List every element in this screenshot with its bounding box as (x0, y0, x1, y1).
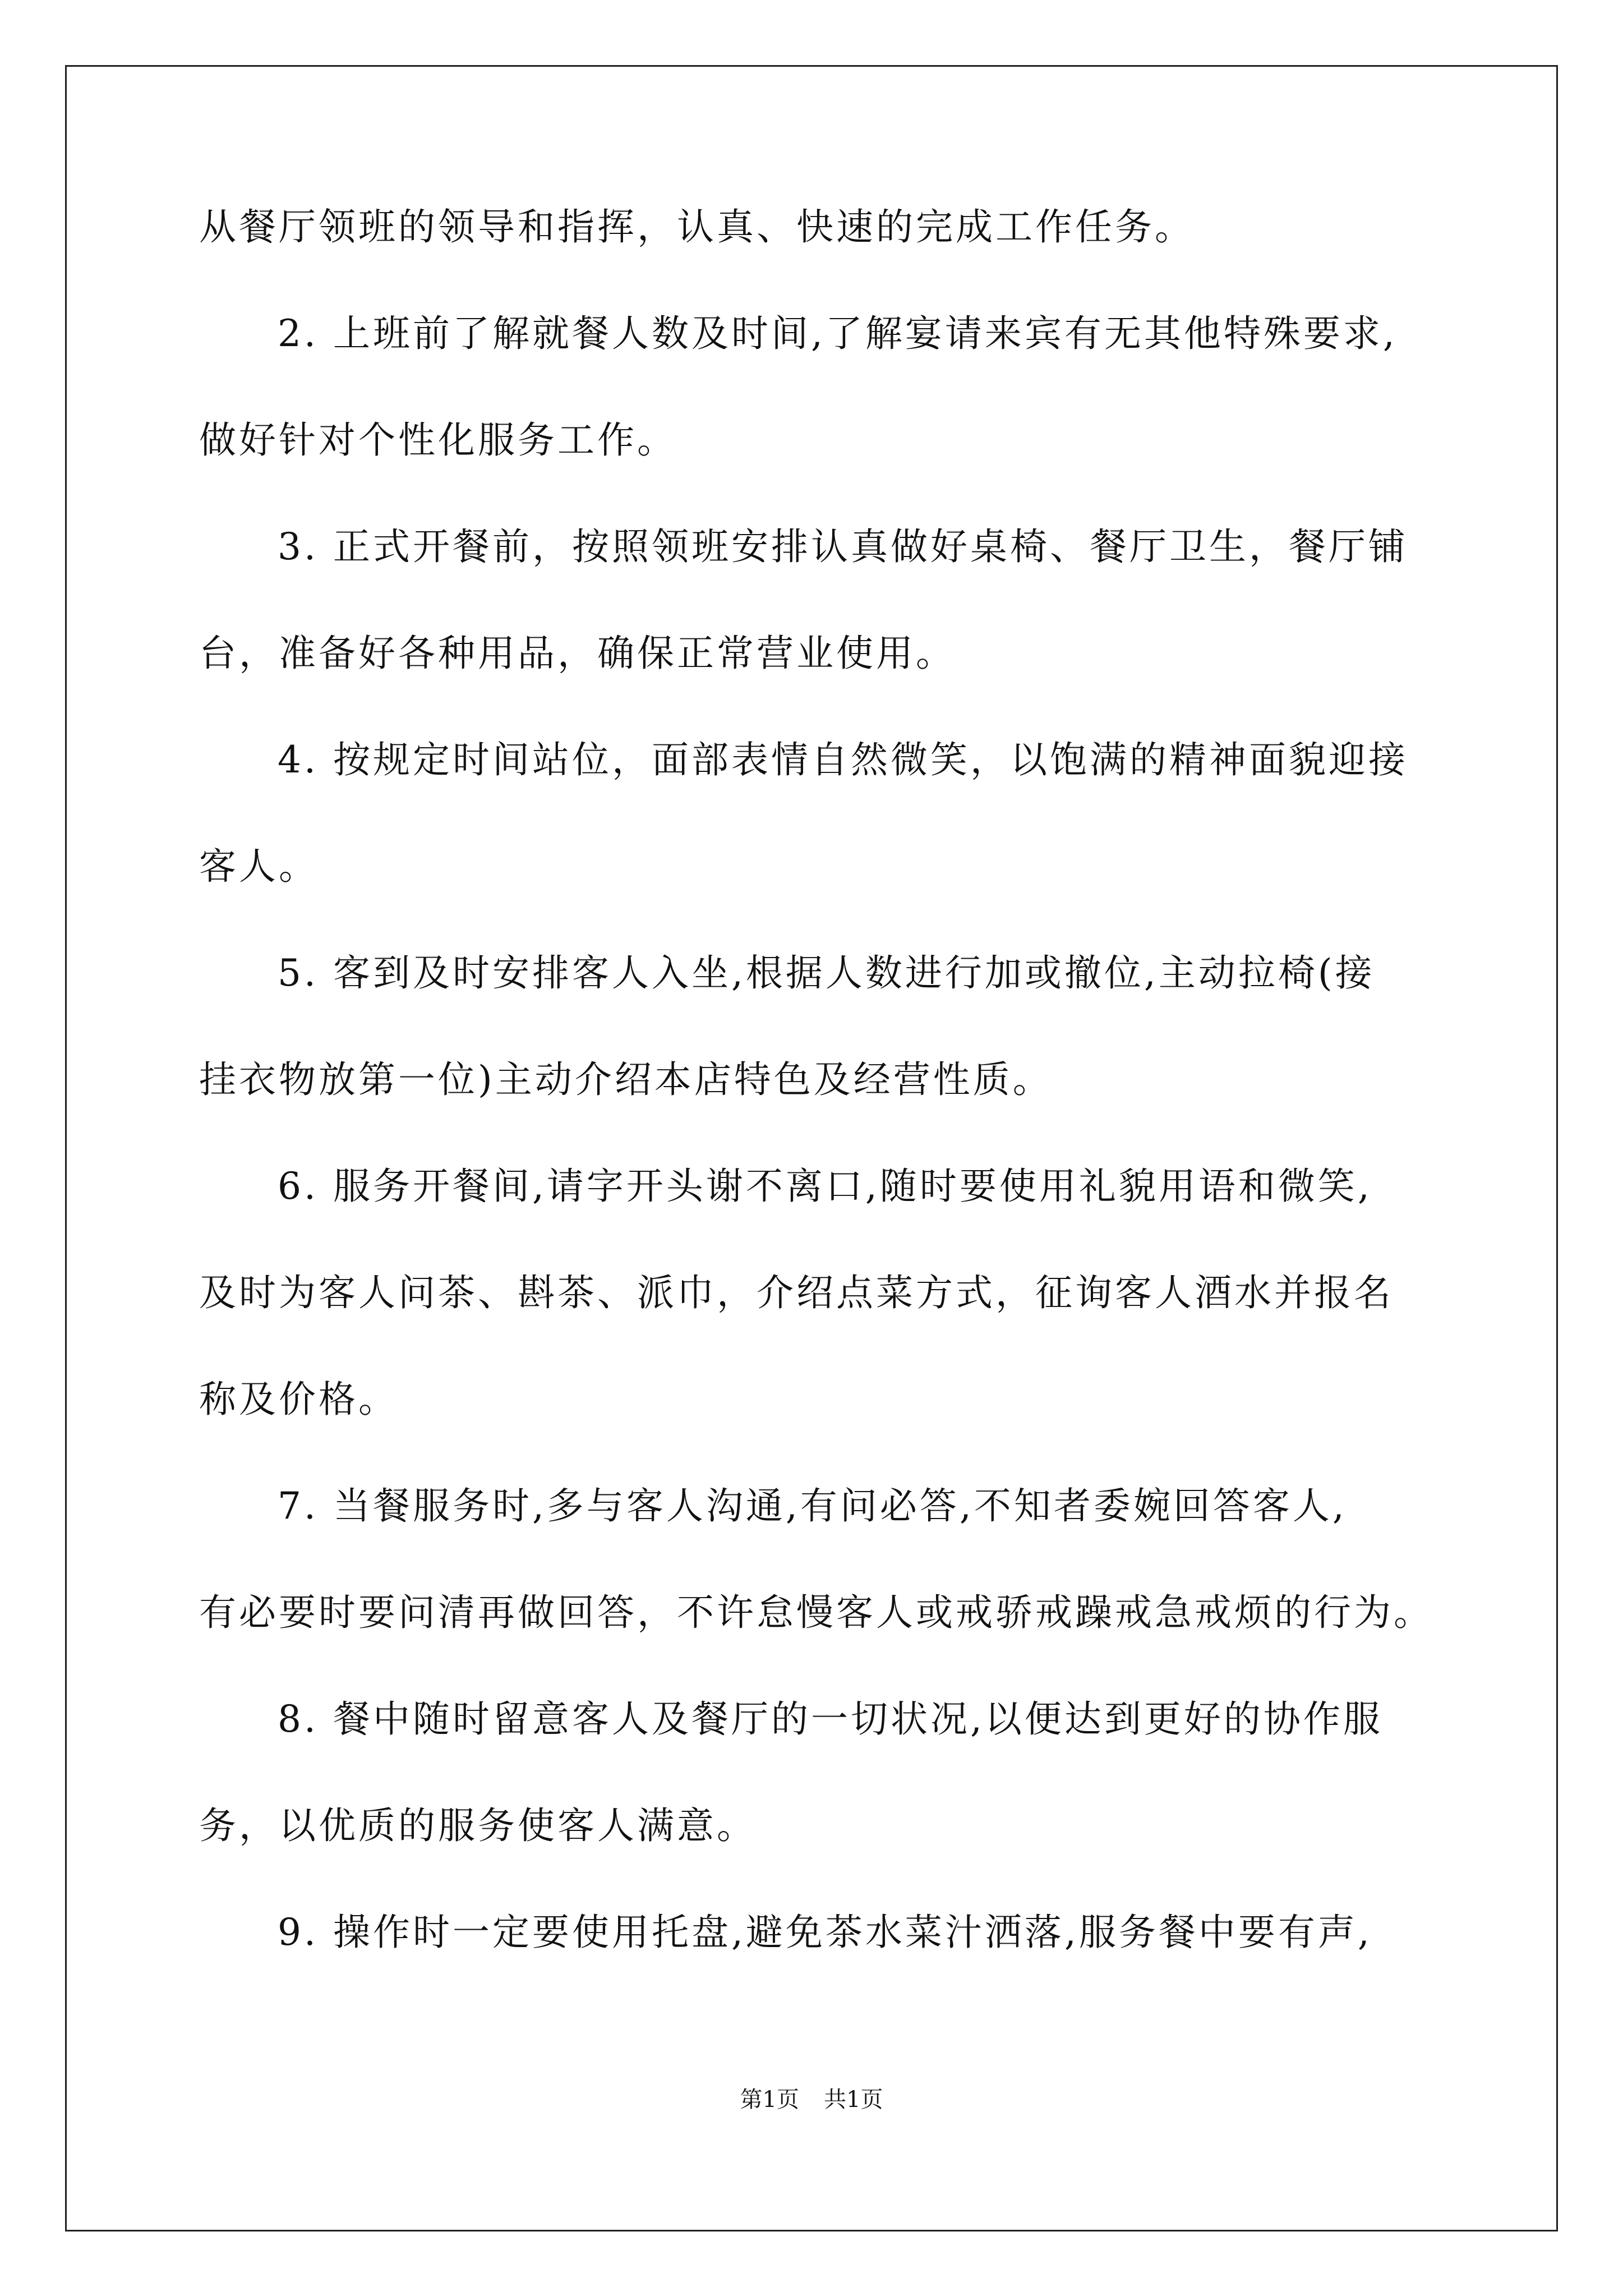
text-line: 6. 服务开餐间,请字开头谢不离口,随时要使用礼貌用语和微笑, (278, 1165, 1372, 1208)
text-line: 9. 操作时一定要使用托盘,避免茶水菜汁洒落,服务餐中要有声, (278, 1911, 1372, 1954)
text-line: 7. 当餐服务时,多与客人沟通,有问必答,不知者委婉回答客人, (278, 1484, 1347, 1527)
text-line: 做好针对个性化服务工作。 (199, 418, 677, 462)
text-line: 客人。 (199, 845, 319, 888)
text-line: 3. 正式开餐前，按照领班安排认真做好桌椅、餐厅卫生，餐厅铺 (278, 525, 1408, 568)
text-line: 务，以优质的服务使客人满意。 (199, 1804, 757, 1847)
text-line: 5. 客到及时安排客人入坐,根据人数进行加或撤位,主动拉椅(接 (278, 951, 1375, 995)
text-line: 称及价格。 (199, 1378, 398, 1421)
text-line: 8. 餐中随时留意客人及餐厅的一切状况,以便达到更好的协作服 (278, 1697, 1383, 1741)
page-border (65, 65, 1558, 2231)
text-line: 从餐厅领班的领导和指挥，认真、快速的完成工作任务。 (199, 205, 1195, 249)
page-number: 第1页 (740, 2087, 799, 2113)
text-line: 台，准备好各种用品，确保正常营业使用。 (199, 632, 956, 675)
text-line: 及时为客人问茶、斟茶、派巾，介绍点菜方式，征询客人酒水并报名 (199, 1271, 1394, 1314)
page-total: 共1页 (824, 2087, 883, 2113)
text-line: 4. 按规定时间站位，面部表情自然微笑，以饱满的精神面貌迎接 (278, 738, 1408, 781)
text-line: 2. 上班前了解就餐人数及时间,了解宴请来宾有无其他特殊要求, (278, 312, 1398, 355)
text-line: 有必要时要问清再做回答，不许怠慢客人或戒骄戒躁戒急戒烦的行为。 (199, 1591, 1433, 1634)
text-line: 挂衣物放第一位)主动介绍本店特色及经营性质。 (199, 1058, 1053, 1101)
page-footer (0, 2086, 1623, 2114)
